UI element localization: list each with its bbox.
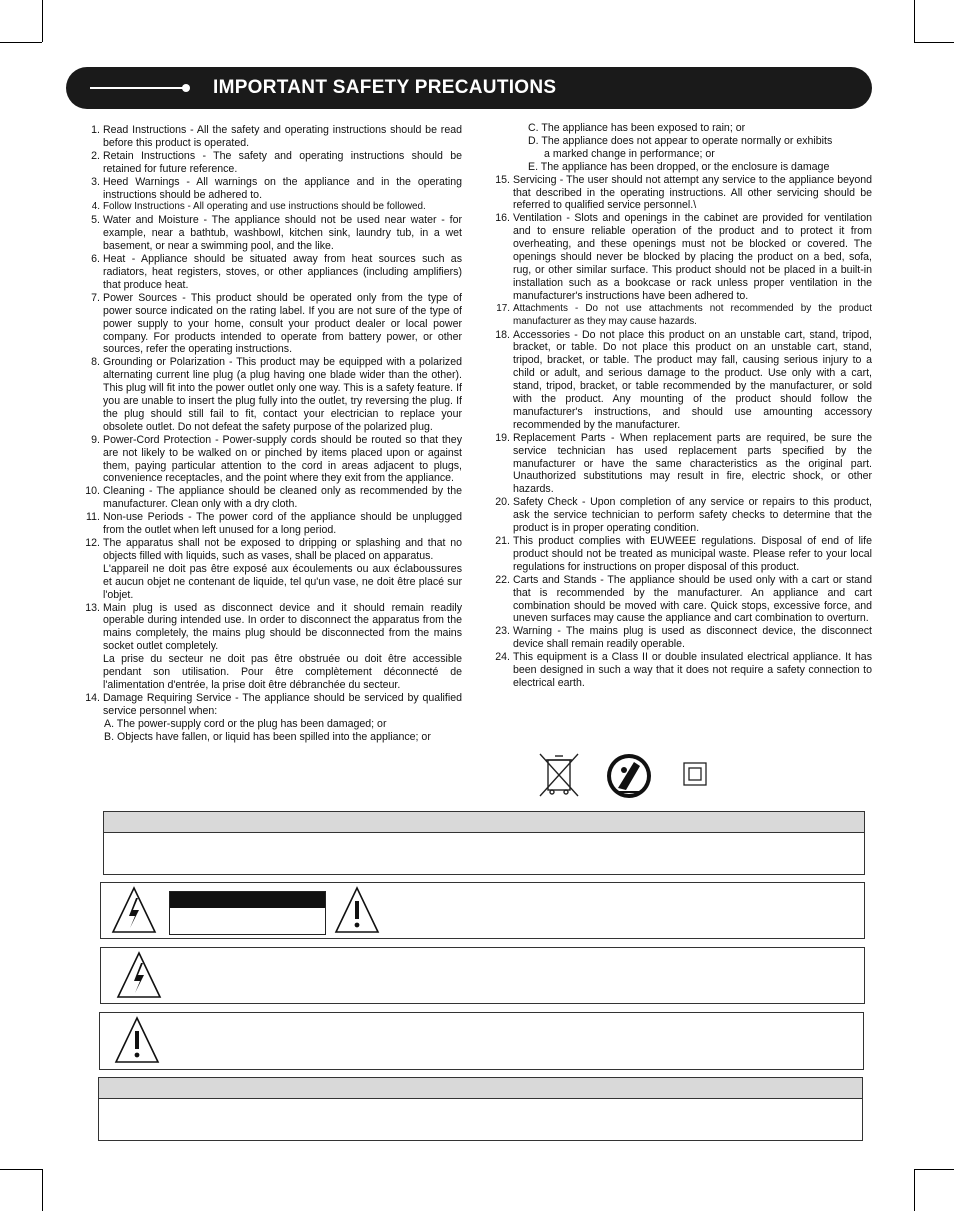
left-column [78,124,462,744]
item-text: Replacement Parts - When replacement parts are required, be sure the service technician has used replacement parts specified by the manufacturer or have the same characteristics as the original part. Unauthorized substitutions may result in fire, electric shock, or other hazards. [513,431,872,496]
list-item [488,174,872,213]
item-text: Accessories - Do not place this product on an unstable cart, stand, tripod, bracket, or table. Do not place this product on an unstable cart, stand, tripod, bracket, or table. The product may fall, causing serious injury to a child or adult, and serious damage to the product. Use only with a cart, stand, tripod, bracket, or table recommended by the manufacturer, or sold with the product. Any mounting of the product should follow the manufacturer's instructions, and should use amounting accessory recommended by the manufacturer. [513,328,872,431]
list-item [78,485,462,511]
item-text: Carts and Stands - The appliance should be used only with a cart or stand that is recommended by the manufacturer. An appliance and cart combination should be moved with care. Quick stops, excessive force, and uneven surfaces may cause the appliance and cart combination to overturn. [513,573,872,625]
item-number: 12. [85,537,100,549]
list-item [78,434,462,486]
list-item [488,432,872,497]
item-text: The apparatus shall not be exposed to dripping or splashing and that no objects filled with liquids, such as vases, shall be placed on apparatus. [103,537,462,562]
item-text: This product complies with EUWEEE regulations. Disposal of end of life product should not be treated as municipal waste. Please refer to your local regulations for instructions on proper disposal of this product. [513,535,872,573]
list-item [488,329,872,432]
sub-item: B. Objects have fallen, or liquid has been spilled into the appliance; or [104,730,431,743]
notice-box-header [104,812,864,833]
item-text: Power-Cord Protection - Power-supply cords should be routed so that they are not likely to be walked on or pinched by items placed upon or against them, paying particular attention to the cord in areas adjacent to plugs, convenience receptacles, and the point where they exit from the appliance. [103,433,462,485]
sub-item: E. The appliance has been dropped, or the enclosure is damage [528,160,830,173]
item-text: Safety Check - Upon completion of any service or repairs to this product, ask the service technician to perform safety checks to determine that the product is in proper operating condition. [513,496,872,535]
item-number: 13. [85,601,100,614]
item-text: Power Sources - This product should be operated only from the type of power source indicated on the rating label. If you are not sure of the type of power supply to your home, consult your product dealer or local power company. For products intended to operate from battery power, or other sources, refer the operating instructions. [103,291,462,356]
item-text: La prise du secteur ne doit pas être obstruée ou doit être accessible pendant son utilisation. Pour être complètement déconnecté de l'alimentation d'entrée, la prise doit être débranchée du secteur. [103,653,462,691]
item-text: Cleaning - The appliance should be cleaned only as recommended by the manufacturer. Clean only with a dry cloth. [103,485,462,511]
item-number [78,653,103,692]
crop-mark [914,1169,954,1170]
sub-item: C. The appliance has been exposed to rain; or [528,122,746,134]
weee-crossed-bin-icon [540,754,578,796]
list-item [78,292,462,357]
list-item [488,303,872,329]
item-number: 17. [496,302,510,314]
item-text: Water and Moisture - The appliance should not be used near water - for example, near a bathtub, washbowl, kitchen sink, laundry tub, in a wet basement, or near a swimming pool, and the like. [103,214,462,253]
sub-item: a marked change in performance; or [544,147,715,160]
crop-mark [0,1169,42,1170]
compliance-icons [538,752,718,800]
crop-mark [914,0,915,42]
header-decor-line [90,87,186,89]
list-item [78,511,462,537]
item-number: 23. [495,625,510,638]
cart-tip-over-icon [607,754,651,798]
item-number: 21. [495,535,510,547]
item-text: Retain Instructions - The safety and operating instructions should be retained for future reference. [103,149,462,175]
list-item [78,356,462,433]
notice-box [98,1077,863,1141]
item-number [78,563,103,602]
item-number: 20. [495,496,510,509]
crop-mark [914,42,954,43]
item-number: 10. [85,485,100,498]
page-title: IMPORTANT SAFETY PRECAUTIONS [213,77,557,98]
item-number: 8. [91,356,100,369]
list-item [78,602,462,654]
item-number: 2. [91,149,100,162]
item-number: 22. [495,573,510,586]
exclamation-icon [334,886,380,934]
list-item [78,253,462,292]
item-number: 3. [91,175,100,188]
item-text: L'appareil ne doit pas être exposé aux écoulements ou aux éclaboussures et aucun objet ne contenant de liquide, tel qu'un vase, ne doit être placé sur l'objet. [103,562,462,601]
right-column [488,122,872,690]
item-text: Grounding or Polarization - This product may be equipped with a polarized alternating current line plug (a plug having one blade wider than the other). This plug will fit into the power outlet only one way. This is a safety feature. If you are unable to insert the plug fully into the outlet, try reversing the plug. If the plug should still fail to fit, contact your electrician to replace your obsolete outlet. Do not defeat the safety purpose of the polarized plug. [103,356,462,433]
item-text: Servicing - The user should not attempt any service to the appliance beyond that described in the operating instructions. All other servicing should be referred to qualified service personnel.\ [513,173,872,212]
list-item [78,150,462,176]
list-item [78,563,462,602]
caution-label [169,891,326,935]
list-item [488,625,872,651]
item-number: 15. [495,173,510,186]
list-item [78,653,462,692]
header-decor-dot [182,84,190,92]
item-number: 5. [91,214,100,227]
exclamation-icon [114,1016,160,1064]
list-item [78,214,462,253]
item-number: 14. [85,691,100,704]
notice-box-header [99,1078,862,1099]
crop-mark [914,1169,915,1211]
lightning-bolt-icon [111,886,157,934]
item-text: Heed Warnings - All warnings on the appliance and in the operating instructions should be adhered to. [103,175,462,201]
item-number: 7. [91,291,100,304]
list-item [488,574,872,626]
item-text: Attachments - Do not use attachments not recommended by the product manufacturer as they may cause hazards. [513,302,872,327]
item-text: Ventilation - Slots and openings in the cabinet are provided for ventilation and to ensure reliable operation of the product and to protect it from overheating, and these openings must not be blocked or covered. The openings should never be blocked by placing the product on a bed, sofa, rug, or other similar surface. This product should not be placed in a built-in installation such as a bookcase or rack unless proper ventilation in the manufacturer's instructions have been adhered to. [513,212,872,302]
list-item [488,212,872,302]
item-text: Read Instructions - All the safety and operating instructions should be read before this product is operated. [103,124,462,149]
item-number: 4. [91,201,100,213]
item-number: 9. [91,433,100,446]
lightning-bolt-icon [116,951,162,999]
item-number: 16. [495,212,510,225]
list-item [78,692,462,718]
item-number: 1. [91,124,100,136]
item-number: 19. [495,431,510,444]
list-item [488,651,872,690]
item-number: 24. [495,651,510,664]
item-text: Damage Requiring Service - The appliance should be serviced by qualified service personnel when: [103,691,462,717]
crop-mark [0,42,42,43]
item-text: This equipment is a Class II or double insulated electrical appliance. It has been designed in such a way that it does not require a safety connection to electrical earth. [513,651,872,689]
lightning-warning-box [100,947,865,1004]
list-item [78,124,462,150]
item-text: Warning - The mains plug is used as disconnect device, the disconnect device shall remain readily operable. [513,625,872,651]
item-text: Follow Instructions - All operating and use instructions should be followed. [103,201,426,213]
list-item [78,176,462,202]
sub-item: A. The power-supply cord or the plug has been damaged; or [104,717,387,730]
crop-mark [42,1169,43,1211]
sub-item: D. The appliance does not appear to operate normally or exhibits [528,134,833,147]
list-item [78,201,462,214]
item-text: Heat - Appliance should be situated away from heat sources such as radiators, heat registers, stoves, or other appliances (including amplifiers) that produce heat. [103,253,462,291]
item-number: 11. [86,511,100,524]
item-text: Main plug is used as disconnect device and it should remain readily operable during intended use. In order to disconnect the apparatus from the mains completely, the mains plug should be disconnected from the mains socket outlet completely. [103,601,462,653]
crop-mark [42,0,43,42]
item-number: 6. [91,253,100,266]
item-text: Non-use Periods - The power cord of the appliance should be unplugged from the outlet when left unused for a long period. [103,511,462,537]
exclamation-warning-box [99,1012,864,1070]
caution-label-band [170,892,325,908]
class-ii-double-square-icon [684,763,706,785]
list-item [78,537,462,563]
item-number: 18. [495,328,510,341]
list-item [488,496,872,535]
list-item [488,535,872,574]
notice-box [103,811,865,875]
